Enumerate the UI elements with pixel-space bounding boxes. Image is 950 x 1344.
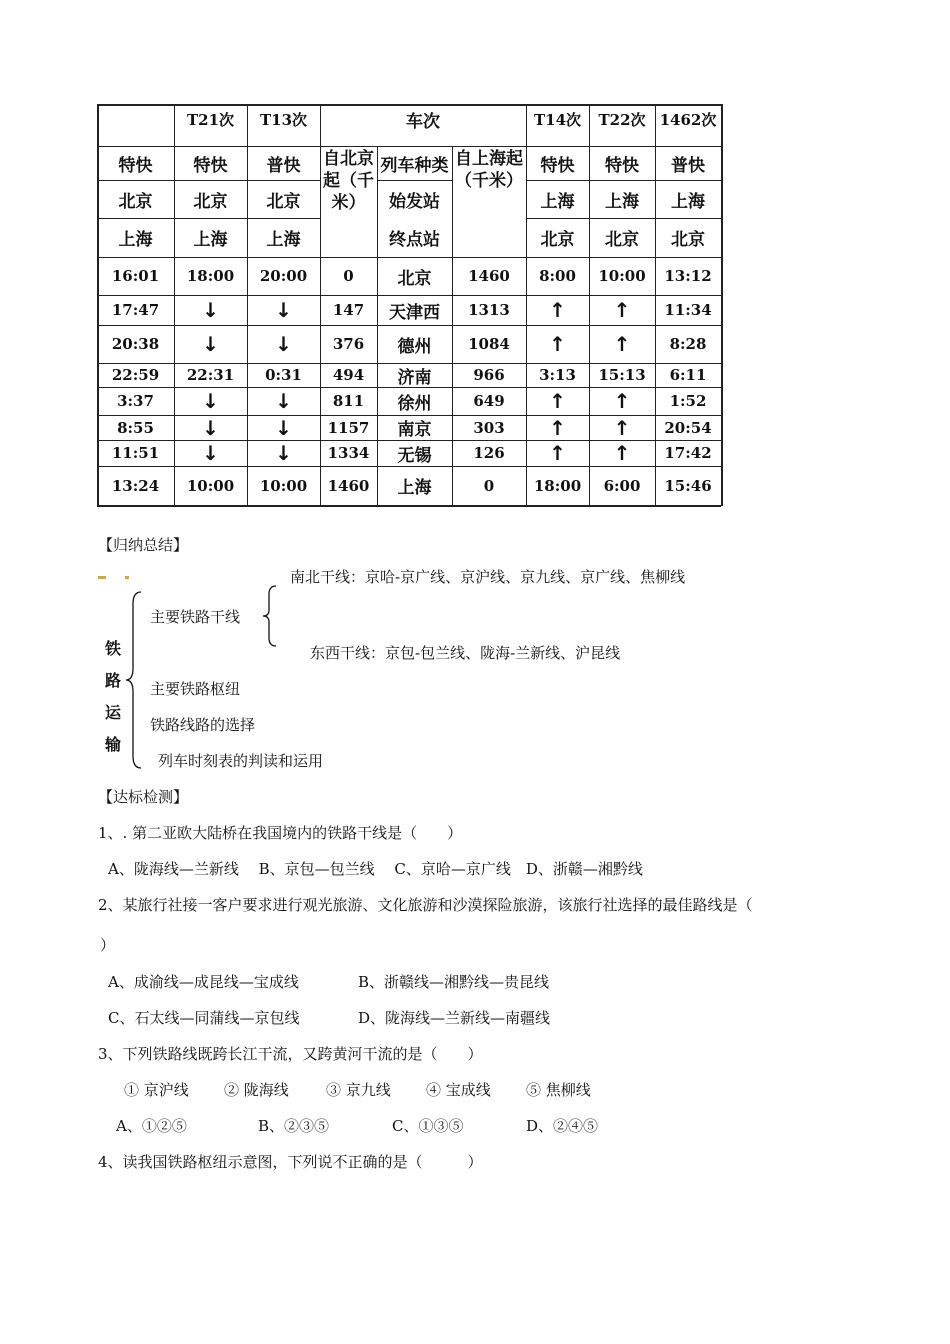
table-cell: 20:54 bbox=[664, 418, 712, 437]
start-station-cell: 上海 bbox=[540, 191, 575, 212]
question-3-item: ② 陇海线 bbox=[224, 1081, 289, 1099]
train-number-header: T14次 bbox=[533, 110, 582, 129]
decorative-dots bbox=[98, 576, 106, 579]
table-cell: 22:31 bbox=[186, 366, 235, 384]
table-cell: 1:52 bbox=[669, 392, 707, 410]
table-cell: 17:42 bbox=[664, 444, 712, 462]
table-cell: 13:24 bbox=[111, 476, 160, 495]
table-border bbox=[97, 505, 721, 507]
question-3-item: ④ 宝成线 bbox=[426, 1081, 491, 1099]
train-number-header: 1462次 bbox=[659, 110, 717, 129]
table-cell: 376 bbox=[332, 335, 365, 353]
question-1: 1、. 第二亚欧大陆桥在我国境内的铁路干线是（ ） bbox=[98, 824, 463, 842]
summary-root-char: 路 bbox=[105, 671, 122, 690]
table-cell: 0 bbox=[483, 476, 495, 495]
start-station-label: 始发站 bbox=[389, 191, 440, 212]
down-arrow-icon: ↓ bbox=[202, 389, 219, 413]
table-cell: 15:46 bbox=[664, 476, 712, 495]
up-arrow-icon: ↑ bbox=[549, 415, 566, 440]
down-arrow-icon: ↓ bbox=[275, 298, 292, 322]
shanghai-km-header: 自上海起（千米） bbox=[455, 149, 523, 191]
station-name: 上海 bbox=[397, 478, 432, 498]
table-cell: 811 bbox=[332, 392, 365, 410]
end-station-cell: 上海 bbox=[193, 230, 228, 250]
question-3-option: D、②④⑤ bbox=[526, 1117, 599, 1135]
summary-ew-line: 东西干线：京包-包兰线、陇海-兰新线、沪昆线 bbox=[310, 644, 621, 662]
up-arrow-icon: ↑ bbox=[613, 441, 631, 465]
table-cell: 1334 bbox=[327, 444, 370, 462]
train-number-header: T21次 bbox=[186, 110, 235, 129]
down-arrow-icon: ↓ bbox=[275, 441, 292, 465]
station-name: 无锡 bbox=[397, 445, 432, 466]
station-name: 南京 bbox=[397, 420, 432, 440]
question-1-options: A、陇海线—兰新线 B、京包—包兰线 C、京哈—京广线 D、浙赣—湘黔线 bbox=[108, 860, 643, 878]
summary-root-char: 运 bbox=[105, 703, 122, 722]
train-number-header: T22次 bbox=[598, 110, 646, 129]
up-arrow-icon: ↑ bbox=[549, 389, 566, 413]
question-4: 4、读我国铁路枢纽示意图，下列说不正确的是（ ） bbox=[98, 1153, 483, 1171]
table-cell: 966 bbox=[473, 366, 505, 384]
start-station-cell: 北京 bbox=[266, 191, 301, 212]
up-arrow-icon: ↑ bbox=[613, 415, 631, 440]
beijing-km-header: 自北京起（千米） bbox=[323, 149, 374, 213]
table-cell: 126 bbox=[473, 444, 505, 462]
table-cell: 8:28 bbox=[669, 335, 707, 353]
start-station-cell: 北京 bbox=[118, 191, 153, 212]
table-cell: 18:00 bbox=[533, 476, 582, 495]
decorative-dots bbox=[125, 576, 129, 579]
table-cell: 0 bbox=[343, 267, 354, 285]
table-cell: 1460 bbox=[468, 267, 510, 285]
question-3: 3、下列铁路线既跨长江干流，又跨黄河干流的是（ ） bbox=[98, 1045, 483, 1063]
summary-timetable: 列车时刻表的判读和运用 bbox=[158, 752, 324, 770]
end-station-cell: 上海 bbox=[118, 230, 153, 250]
table-cell: 3:13 bbox=[539, 366, 576, 384]
table-cell: 3:37 bbox=[117, 392, 154, 410]
up-arrow-icon: ↑ bbox=[613, 298, 631, 322]
station-name: 徐州 bbox=[397, 393, 432, 414]
table-cell: 1460 bbox=[327, 476, 370, 495]
down-arrow-icon: ↓ bbox=[202, 415, 219, 440]
question-2-option-a: A、成渝线—成昆线—宝成线 bbox=[108, 973, 299, 991]
table-cell: 303 bbox=[473, 418, 505, 437]
table-cell: 15:13 bbox=[598, 366, 646, 384]
train-number-header: 车次 bbox=[406, 111, 440, 132]
summary-hubs: 主要铁路枢纽 bbox=[150, 680, 241, 698]
question-3-item: ③ 京九线 bbox=[326, 1081, 391, 1099]
up-arrow-icon: ↑ bbox=[613, 389, 631, 413]
question-2-option-c: C、石太线—同蒲线—京包线 bbox=[108, 1009, 300, 1027]
up-arrow-icon: ↑ bbox=[549, 332, 566, 356]
start-station-cell: 上海 bbox=[605, 191, 639, 212]
question-2-close: ） bbox=[100, 936, 116, 954]
table-cell: 11:34 bbox=[664, 301, 712, 319]
table-cell: 22:59 bbox=[111, 366, 160, 384]
summary-root-char: 铁 bbox=[105, 639, 122, 658]
summary-root-char: 输 bbox=[105, 735, 122, 754]
table-cell: 10:00 bbox=[259, 476, 308, 495]
table-cell: 20:00 bbox=[259, 267, 308, 285]
table-cell: 1084 bbox=[468, 335, 510, 353]
down-arrow-icon: ↓ bbox=[275, 332, 292, 356]
table-cell: 8:55 bbox=[117, 418, 154, 437]
question-3-option: A、①②⑤ bbox=[116, 1117, 187, 1135]
station-name: 济南 bbox=[397, 367, 432, 388]
table-cell: 494 bbox=[332, 366, 365, 384]
up-arrow-icon: ↑ bbox=[613, 332, 631, 356]
end-station-cell: 北京 bbox=[671, 230, 705, 250]
question-2: 2、某旅行社接一客户要求进行观光旅游、文化旅游和沙漠探险旅游，该旅行社选择的最佳路线是（ bbox=[98, 896, 753, 914]
train-type-cell: 特快 bbox=[193, 155, 228, 176]
table-cell: 10:00 bbox=[186, 476, 235, 495]
question-3-option: C、①③⑤ bbox=[392, 1117, 464, 1135]
end-station-cell: 北京 bbox=[540, 230, 575, 250]
station-name: 天津西 bbox=[389, 302, 440, 323]
down-arrow-icon: ↓ bbox=[202, 298, 219, 322]
train-type-cell: 普快 bbox=[266, 155, 301, 176]
train-type-cell: 特快 bbox=[540, 155, 575, 176]
table-cell: 20:38 bbox=[111, 335, 160, 353]
end-station-label: 终点站 bbox=[389, 230, 440, 250]
station-name: 德州 bbox=[397, 336, 432, 357]
table-cell: 0:31 bbox=[265, 366, 302, 384]
up-arrow-icon: ↑ bbox=[549, 298, 566, 322]
summary-choice: 铁路线路的选择 bbox=[150, 716, 256, 734]
down-arrow-icon: ↓ bbox=[202, 441, 219, 465]
summary-main-lines: 主要铁路干线 bbox=[150, 608, 241, 626]
big-brace-icon bbox=[125, 590, 145, 770]
question-3-item: ⑤ 焦柳线 bbox=[526, 1081, 591, 1099]
table-cell: 10:00 bbox=[598, 267, 646, 285]
train-type-cell: 特快 bbox=[118, 155, 153, 176]
start-station-cell: 北京 bbox=[193, 191, 228, 212]
train-type-label: 列车种类 bbox=[380, 155, 449, 176]
train-timetable bbox=[0, 0, 950, 520]
question-3-item: ① 京沪线 bbox=[124, 1081, 189, 1099]
end-station-cell: 北京 bbox=[605, 230, 639, 250]
question-2-option-b: B、浙赣线—湘黔线—贵昆线 bbox=[358, 973, 550, 991]
up-arrow-icon: ↑ bbox=[549, 441, 566, 465]
table-cell: 8:00 bbox=[539, 267, 576, 285]
summary-heading: 【归纳总结】 bbox=[98, 536, 189, 554]
train-type-cell: 普快 bbox=[671, 155, 705, 176]
table-cell: 147 bbox=[332, 301, 365, 319]
table-cell: 18:00 bbox=[186, 267, 235, 285]
end-station-cell: 上海 bbox=[266, 230, 301, 250]
down-arrow-icon: ↓ bbox=[275, 389, 292, 413]
train-type-cell: 特快 bbox=[605, 155, 639, 176]
table-cell: 1157 bbox=[327, 418, 370, 437]
table-cell: 6:00 bbox=[603, 476, 641, 495]
table-cell: 16:01 bbox=[111, 267, 160, 285]
question-3-option: B、②③⑤ bbox=[258, 1117, 330, 1135]
table-cell: 11:51 bbox=[111, 444, 160, 462]
question-2-option-d: D、陇海线—兰新线—南疆线 bbox=[358, 1009, 551, 1027]
table-cell: 13:12 bbox=[664, 267, 712, 285]
table-cell: 649 bbox=[473, 392, 505, 410]
small-brace-icon bbox=[262, 584, 278, 648]
station-name: 北京 bbox=[397, 268, 432, 289]
summary-ns-line: 南北干线：京哈-京广线、京沪线、京九线、京广线、焦柳线 bbox=[290, 568, 686, 586]
table-border bbox=[721, 104, 723, 506]
table-cell: 17:47 bbox=[111, 301, 160, 319]
down-arrow-icon: ↓ bbox=[275, 415, 292, 440]
table-cell: 6:11 bbox=[669, 366, 707, 384]
check-heading: 【达标检测】 bbox=[98, 788, 189, 806]
table-cell: 1313 bbox=[468, 301, 510, 319]
start-station-cell: 上海 bbox=[671, 191, 705, 212]
train-number-header: T13次 bbox=[259, 110, 308, 129]
down-arrow-icon: ↓ bbox=[202, 332, 219, 356]
